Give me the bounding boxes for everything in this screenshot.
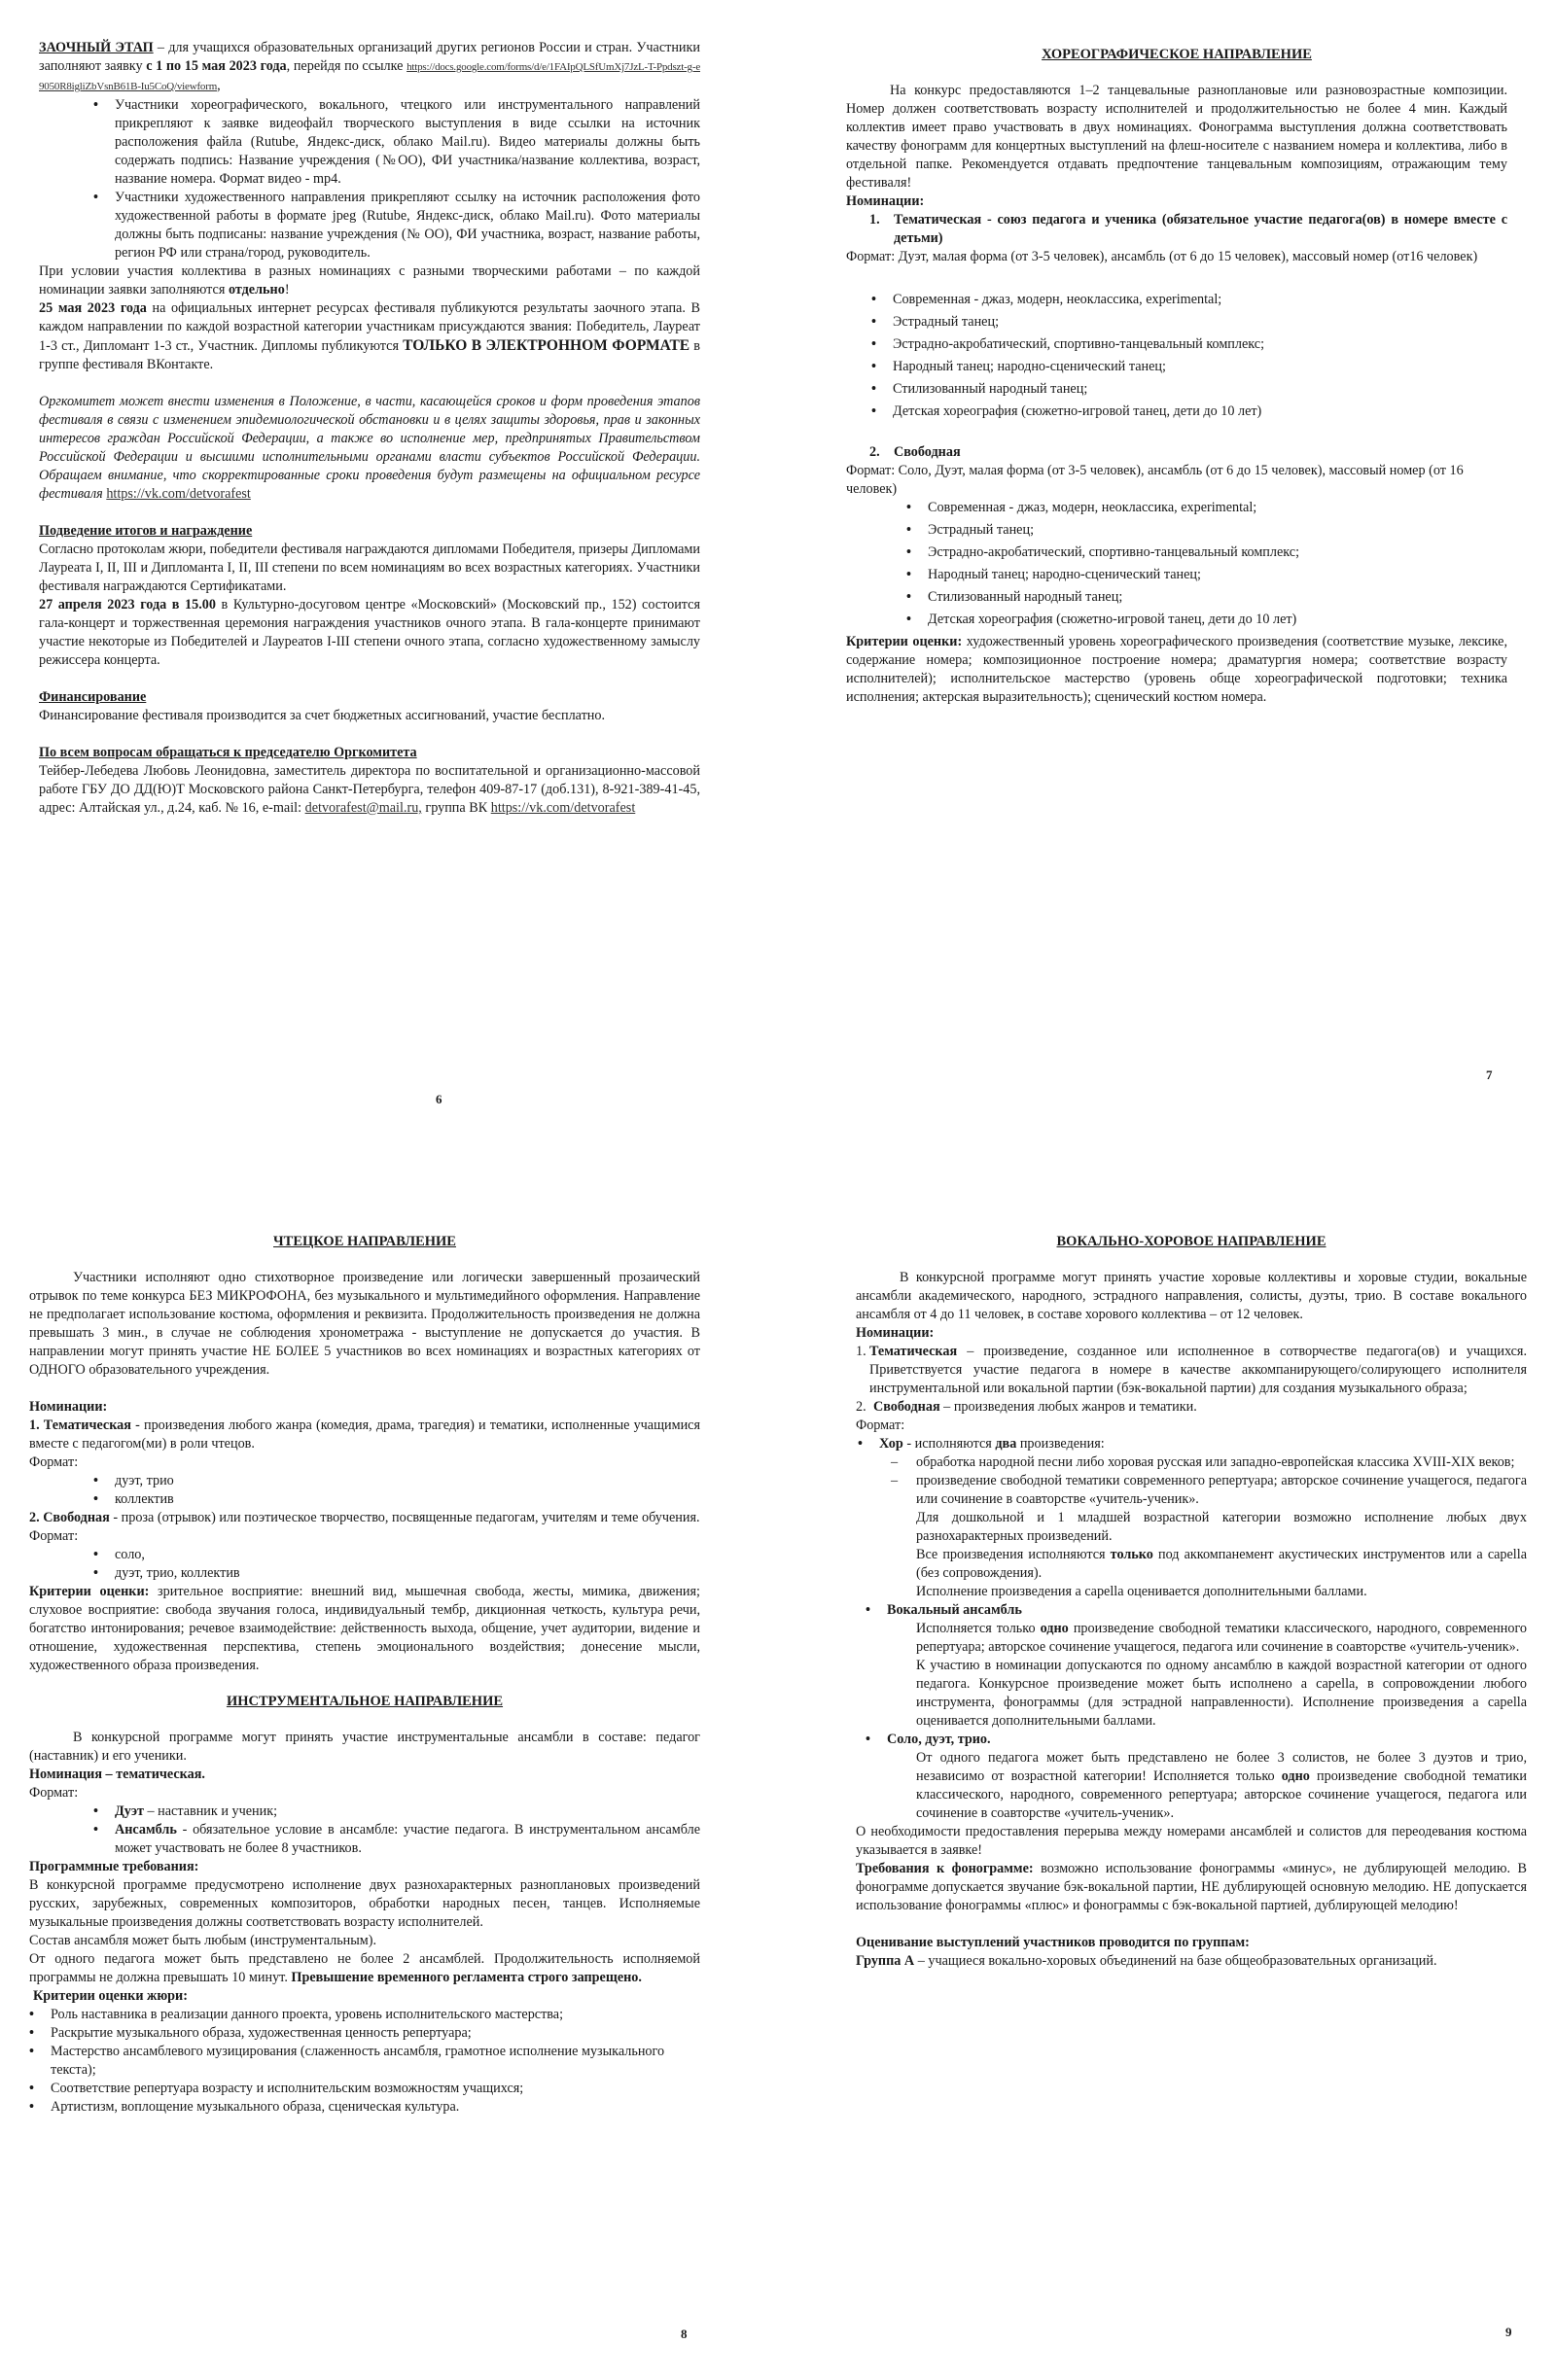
vocal-intro: В конкурсной программе могут принять участие хоровые коллективы и хоровые студии, вокальные ансамбли академического, народного, эстрадного направления, солисты, дуэты, трио. В составе вокального ансамбля от 4 до 11 человек, в составе хорового коллектива – от 12 человек. (856, 1270, 1527, 1322)
choreo-title: ХОРЕОГРАФИЧЕСКОЕ НАПРАВЛЕНИЕ (1042, 47, 1312, 62)
instrumental-nomination: Номинация – тематическая. (29, 1767, 205, 1782)
choir-note: Все произведения исполняются только под аккомпанемент акустических инструментов или a capella (без сопровождения). (916, 1547, 1527, 1581)
list-item: • Эстрадный танец; (928, 521, 1507, 540)
list-item: • дуэт, трио, коллектив (115, 1564, 700, 1583)
vocal-title: ВОКАЛЬНО-ХОРОВОЕ НАПРАВЛЕНИЕ (1056, 1234, 1326, 1249)
break-note: О необходимости предоставления перерыва между номерами ансамблей и солистов для переодевания костюма указывается в заявке! (856, 1824, 1527, 1858)
nom2-format-list (115, 1546, 700, 1583)
list-item: • Эстрадно-акробатический, спортивно-танцевальный комплекс; (928, 543, 1507, 562)
list-item: • Ансамбль - обязательное условие в ансамбле: участие педагога. В инструментальном ансамбле может участвовать не более 8 участников. (115, 1821, 700, 1858)
ensemble-text: К участию в номинации допускаются по одному ансамблю в каждой возрастной категории от одного педагога. Конкурсное произведение может быть исполнено a capella, в сопровождении любого инструмента, фонограммы (для эстрадной направленности). Исполнение произведения a capella оценивается дополнительными баллами. (916, 1658, 1527, 1729)
reading-nom1: 1. Тематическая - произведения любого жанра (комедия, драма, трагедия) и тематики, исполненные учащимися вместе с педагогом(ми) в роли чтецов. (29, 1418, 700, 1452)
email-link[interactable]: detvorafest@mail.ru, (304, 800, 422, 816)
list-item: • Эстрадно-акробатический, спортивно-танцевальный комплекс; (893, 335, 1507, 354)
jury-criteria-list (51, 2006, 700, 2117)
nominations-label: Номинации: (856, 1325, 935, 1341)
list-item: • Мастерство ансамблевого музицирования (слаженность ансамбля, грамотное исполнение музыкального текста); (51, 2043, 700, 2080)
list-item: • Соответствие репертуара возрасту и исполнительским возможностям учащихся; (51, 2080, 700, 2098)
list-item: • Раскрытие музыкального образа, художественная ценность репертуара; (51, 2024, 700, 2043)
vocal-format-list (879, 1435, 1527, 1823)
list-item: • Эстрадный танец; (893, 313, 1507, 332)
list-item: • коллектив (115, 1490, 700, 1509)
reading-intro: Участники исполняют одно стихотворное произведение или логически завершенный прозаический отрывок по теме конкурса БЕЗ МИКРОФОНА, без музыкального и мультимедийного оформления. Направление не предполагает использование костюма, оформления и реквизита. Продолжительность произведения не должна превышать 3 мин., в случае не соблюдения хронометража - выступление не допускается до участия. В направлении могут принять участие НЕ БОЛЕЕ 5 участников во всех номинациях и возрастных категориях от ОДНОГО образовательного учреждения. (29, 1270, 700, 1378)
document-page-7 (846, 39, 1507, 1128)
google-form-link[interactable]: https://docs.google.com/forms/d/e/1FAIpQLSfUmXj7JzL-T-Ppdszt-g-e9050R8igliZbVsnB61B-Iu5CoQ/viewform (39, 61, 700, 92)
vk-link[interactable]: https://vk.com/detvorafest (106, 486, 251, 502)
list-item: • Детская хореография (сюжетно-игровой танец, дети до 10 лет) (928, 611, 1507, 629)
nom2-format: Формат: Соло, Дуэт, малая форма (от 3-5 человек), ансамбль (от 6 до 15 человек), массовый номер (от 16 человек) (846, 463, 1464, 497)
list-item: • Современная - джаз, модерн, неоклассика, experimental; (928, 499, 1507, 517)
list-item: • дуэт, трио (115, 1472, 700, 1490)
choir-note: Исполнение произведения a capella оценивается дополнительными баллами. (916, 1584, 1367, 1599)
collective-note: При условии участия коллектива в разных номинациях с разными творческими работами – по каждой номинации заявки заполняются отдельно! (39, 263, 700, 298)
program-label: Программные требования: (29, 1859, 199, 1874)
reading-nom2: 2. Свободная - проза (отрывок) или поэтическое творчество, посвященные педагогам, учителям и теме обучения. (29, 1510, 700, 1525)
finance-text: Финансирование фестиваля производится за счет бюджетных ассигнований, участие бесплатно. (39, 708, 606, 723)
vocal-nom1: 1. Тематическая – произведение, созданное или исполненное в сотворчестве педагога(ов) и учащихся. Приветствуется участие педагога в номере в качестве аккомпанирующего/солирующего исполнителя инструментальной или вокальной партии (бэк-вокальной партии) для создания музыкального образа; (856, 1344, 1527, 1396)
composition-text: Состав ансамбля может быть любым (инструментальным). (29, 1933, 377, 1948)
document-page-6 (39, 39, 700, 1128)
format-label: Формат: (29, 1454, 79, 1470)
choreo-intro: На конкурс предоставляются 1–2 танцевальные разноплановые или разновозрастные композиции. Номер должен соответствовать возрасту исполнителей и продолжительностью не более 4 мин. Каждый коллектив имеет право участвовать в двух номинациях. Фонограмма выступления должна соответствовать качеству фонограмм для концертных выступлений на флеш-носителе с названием номера и коллектива, либо в отдельной папке. Рекомендуется отдавать предпочтение танцевальным композициям, отражающим тему фестиваля! (846, 83, 1507, 191)
page-number: 7 (1486, 1068, 1493, 1082)
list-item: • Участники хореографического, вокального, чтецкого или инструментального направлений прикрепляют к заявке видеофайл творческого выступления в виде ссылки на источник расположения файла (Rutube, Яндекс-диск, облако Mail.ru). Видео материалы должны быть содержать подпись: Название учреждения (№ОО), ФИ участника/название коллектива, возраст, название номера. Формат видео - mp4. (115, 96, 700, 189)
list-item: • Народный танец; народно-сценический танец; (928, 566, 1507, 584)
jury-criteria-label: Критерии оценки жюри: (33, 1988, 188, 2004)
choir-note: Для дошкольной и 1 младшей возрастной категории возможно исполнение любых двух разнохарактерных произведений. (916, 1510, 1527, 1544)
gala-paragraph: 27 апреля 2023 года в 15.00 в Культурно-досуговом центре «Московский» (Московский пр., 152) состоится гала-концерт и торжественная церемония награждения участников очного этапа. В гала-концерте принимают участие некоторые из Победителей и Лауреатов I-III степени очного этапа, согласно художественному замыслу режиссера концерта. (39, 597, 700, 668)
groups-label: Оценивание выступлений участников проводится по группам: (856, 1935, 1250, 1950)
list-item: • Роль наставника в реализации данного проекта, уровень исполнительского мастерства; (51, 2006, 700, 2024)
format-label: Формат: (29, 1785, 79, 1801)
document-page-8 (29, 1220, 700, 2358)
results-paragraph: 25 мая 2023 года на официальных интернет ресурсах фестиваля публикуются результаты заочного этапа. В каждом направлении по каждой возрастной категории участникам присуждаются звания: Победитель, Лауреат 1-3 ст., Дипломант 1-3 ст., Участник. Дипломы публикуются ТОЛЬКО В ЭЛЕКТРОННОМ ФОРМАТЕ в группе фестиваля ВКонтакте. (39, 300, 700, 372)
instrumental-format-list (115, 1802, 700, 1858)
vocal-nom2: 2. Свободная – произведения любых жанров и тематики. (856, 1399, 1197, 1415)
vk-group-link[interactable]: https://vk.com/detvorafest (490, 800, 636, 816)
list-item: • Участники художественного направления прикрепляют ссылку на источник расположения фото художественной работы в формате jpeg (Rutube, Яндекс-диск, облако Mail.ru). Фото материалы должны быть подписаны: название учреждения (№ ОО), ФИ участника, возраст, название работы, регион РФ или страна/город, руководитель. (115, 189, 700, 262)
format-label: Формат: (29, 1528, 79, 1544)
reading-criteria: Критерии оценки: зрительное восприятие: внешний вид, мышечная свобода, жесты, мимика, движения; слуховое восприятие: свобода звучания голоса, индивидуальный тембр, дикционная четкость, культура речи, богатство интонирования; речевое взаимодействие: действенность выхода, общение, учет аудитории, видение и отношение, художественная перспектива, степень эмоционального воздействия; донесение мысли, художественного образа произведения. (29, 1584, 700, 1673)
zaochny-bullets (115, 96, 700, 262)
orgcom-notice: Оргкомитет может внести изменения в Положение, в части, касающейся сроков и форм проведения этапов фестиваля в связи с изменением эпидемиологической обстановки и в целях защиты здоровья, прав и законных интересов граждан Российской Федерации, а также во исполнение мер, предпринятых Правительством Российской Федерации и высшими исполнительными органами власти субъектов Российской Федерации. Обращаем внимание, что скорректированные сроки проведения будут размещены на официальном ресурсе фестиваля https://vk.com/detvorafest (39, 394, 700, 502)
list-item: • Современная - джаз, модерн, неоклассика, experimental; (893, 291, 1507, 309)
nom1-format: Формат: Дуэт, малая форма (от 3-5 человек), ансамбль (от 6 до 15 человек), массовый номер (от16 человек) (846, 249, 1478, 264)
page-number: 9 (1505, 2325, 1512, 2339)
instrumental-title: ИНСТРУМЕНТАЛЬНОЕ НАПРАВЛЕНИЕ (226, 1694, 504, 1709)
solo-item: • Соло, дуэт, трио. От одного педагога может быть представлено не более 3 солистов, не более 3 дуэтов и трио, независимо от возрастной категории! Исполняется только одно произведение свободной тематики классического, народного, современного репертуара; авторское сочинение учащегося, педагога или сочинение в соавторстве «учитель-ученик». (887, 1731, 1527, 1823)
awards-text: Согласно протоколам жюри, победители фестиваля награждаются дипломами Победителя, призеры Дипломами Лауреата I, II, III и Дипломанта I, II, III степени по всем номинациям во всех возрастных категориях. Участники фестиваля награждаются Сертификатами. (39, 542, 700, 594)
nom1-format-list (115, 1472, 700, 1509)
choir-works-list (916, 1453, 1527, 1509)
page-number: 8 (681, 2327, 688, 2341)
list-item: • Дуэт – наставник и ученик; (115, 1802, 700, 1821)
instrumental-intro: В конкурсной программе могут принять участие инструментальные ансамбли в составе: педагог (наставник) и его ученики. (29, 1730, 700, 1764)
choir-item: • Хор - исполняются два произведения: – обработка народной песни либо хоровая русская или западно-европейская классика XVIII-XIX веков; – произведение свободной тематики современного репертуара; авторское сочинение учащегося, педагога или сочинение в соавторстве «учитель-ученик». Для дошкольной и 1 младшей возрастной категории возможно исполнение любых двух разнохарактерных произведений. Все произведения исполняются только под аккомпанемент акустических инструментов или a capella (без сопровождения). Исполнение произведения a capella оценивается дополнительными баллами. (879, 1435, 1527, 1601)
list-item: • Артистизм, воплощение музыкального образа, сценическая культура. (51, 2098, 700, 2117)
nominations-label: Номинации: (29, 1399, 108, 1415)
nom2-list (928, 499, 1507, 629)
phonogram-requirements: Требования к фонограмме: возможно использование фонограммы «минус», не дублирующей мелодию. В фонограмме допускается звучание бэк-вокальной партии, НЕ дублирующей основную мелодию. НЕ допускается использование фонограммы «плюс» и фонограммы с бэк-вокальной партией, дублирующей мелодию! (856, 1861, 1527, 1913)
contacts-text: Тейбер-Лебедева Любовь Леонидовна, заместитель директора по воспитательной и организационно-массовой работе ГБУ ДО ДД(Ю)Т Московского района Санкт-Петербурга, телефон 409-87-17 (доб.131), 8-921-389-41-45, адрес: Алтайская ул., д.24, каб. № 16, e-mail: detvorafest@mail.ru, группа ВК https://vk.com/detvorafest (39, 763, 700, 816)
nomination-1: 1. Тематическая - союз педагога и ученика (обязательное участие педагога(ов) в номере вместе с детьми) (869, 212, 1507, 246)
format-label: Формат: (856, 1418, 905, 1433)
awards-heading: Подведение итогов и награждение (39, 523, 253, 539)
list-item: – произведение свободной тематики современного репертуара; авторское сочинение учащегося, педагога или сочинение в соавторстве «учитель-ученик». (916, 1472, 1527, 1509)
group-a: Группа А – учащиеся вокально-хоровых объединений на базе общеобразовательных организаций. (856, 1953, 1437, 1969)
ensemble-text: Исполняется только одно произведение свободной тематики классического, народного, современного репертуара; авторское сочинение учащегося, педагога или сочинение в соавторстве «учитель-ученик». (916, 1621, 1527, 1655)
contacts-heading: По всем вопросам обращаться к председателю Оргкомитета (39, 745, 417, 760)
zaochny-title: ЗАОЧНЫЙ ЭТАП (39, 40, 154, 55)
list-item: – обработка народной песни либо хоровая русская или западно-европейская классика XVIII-XIX веков; (916, 1453, 1527, 1472)
list-item: • Стилизованный народный танец; (928, 588, 1507, 607)
finance-heading: Финансирование (39, 689, 147, 705)
nominations-label: Номинации: (846, 193, 925, 209)
document-page-9 (856, 1220, 1527, 2358)
nomination-2: 2. Свободная (869, 444, 961, 460)
list-item: • Стилизованный народный танец; (893, 380, 1507, 399)
limit-text: От одного педагога может быть представлено не более 2 ансамблей. Продолжительность исполняемой программы не должна превышать 10 минут. Превышение временного регламента строго запрещено. (29, 1951, 700, 1985)
solo-text: От одного педагога может быть представлено не более 3 солистов, не более 3 дуэтов и трио, независимо от возрастной категории! Исполняется только одно произведение свободной тематики классического, народного, современного репертуара; авторское сочинение учащегося, педагога или сочинение в соавторстве «учитель-ученик». (916, 1750, 1527, 1821)
list-item: • Народный танец; народно-сценический танец; (893, 358, 1507, 376)
list-item: • соло, (115, 1546, 700, 1564)
program-text: В конкурсной программе предусмотрено исполнение двух разнохарактерных разноплановых произведений русских, зарубежных, современных композиторов, обработки народных песен, танцев. Исполняемые музыкальные произведения должны соответствовать возрасту исполнителей. (29, 1877, 700, 1930)
page-number: 6 (436, 1092, 442, 1106)
ensemble-item: • Вокальный ансамбль Исполняется только одно произведение свободной тематики классического, народного, современного репертуара; авторское сочинение учащегося, педагога или сочинение в соавторстве «учитель-ученик». К участию в номинации допускаются по одному ансамблю в каждой возрастной категории от одного педагога. Конкурсное произведение может быть исполнено a capella, в сопровождении любого инструмента, фонограммы (для эстрадной направленности). Исполнение произведения a capella оценивается дополнительными баллами. (887, 1601, 1527, 1731)
zaochny-paragraph: ЗАОЧНЫЙ ЭТАП – для учащихся образовательных организаций других регионов России и стран. Участники заполняют заявку с 1 по 15 мая 2023 года, перейдя по ссылке https://docs.google.com/forms/d/e/1FAIpQLSfUmXj7JzL-T-Ppdszt-g-e9050R8igliZbVsnB61B-Iu5CoQ/viewform, (39, 40, 700, 93)
choreo-criteria: Критерии оценки: художественный уровень хореографического произведения (соответствие музыке, лексике, содержание номера; композиционное построение номера; драматургия номера; соответствие возрасту исполнителей); исполнительское мастерство (уровень обще хореографической подготовки; техника исполнения; актерская выразительность); сценический костюм номера. (846, 634, 1507, 705)
list-item: • Детская хореография (сюжетно-игровой танец, дети до 10 лет) (893, 402, 1507, 421)
nom1-list (893, 291, 1507, 421)
reading-title: ЧТЕЦКОЕ НАПРАВЛЕНИЕ (273, 1234, 456, 1249)
